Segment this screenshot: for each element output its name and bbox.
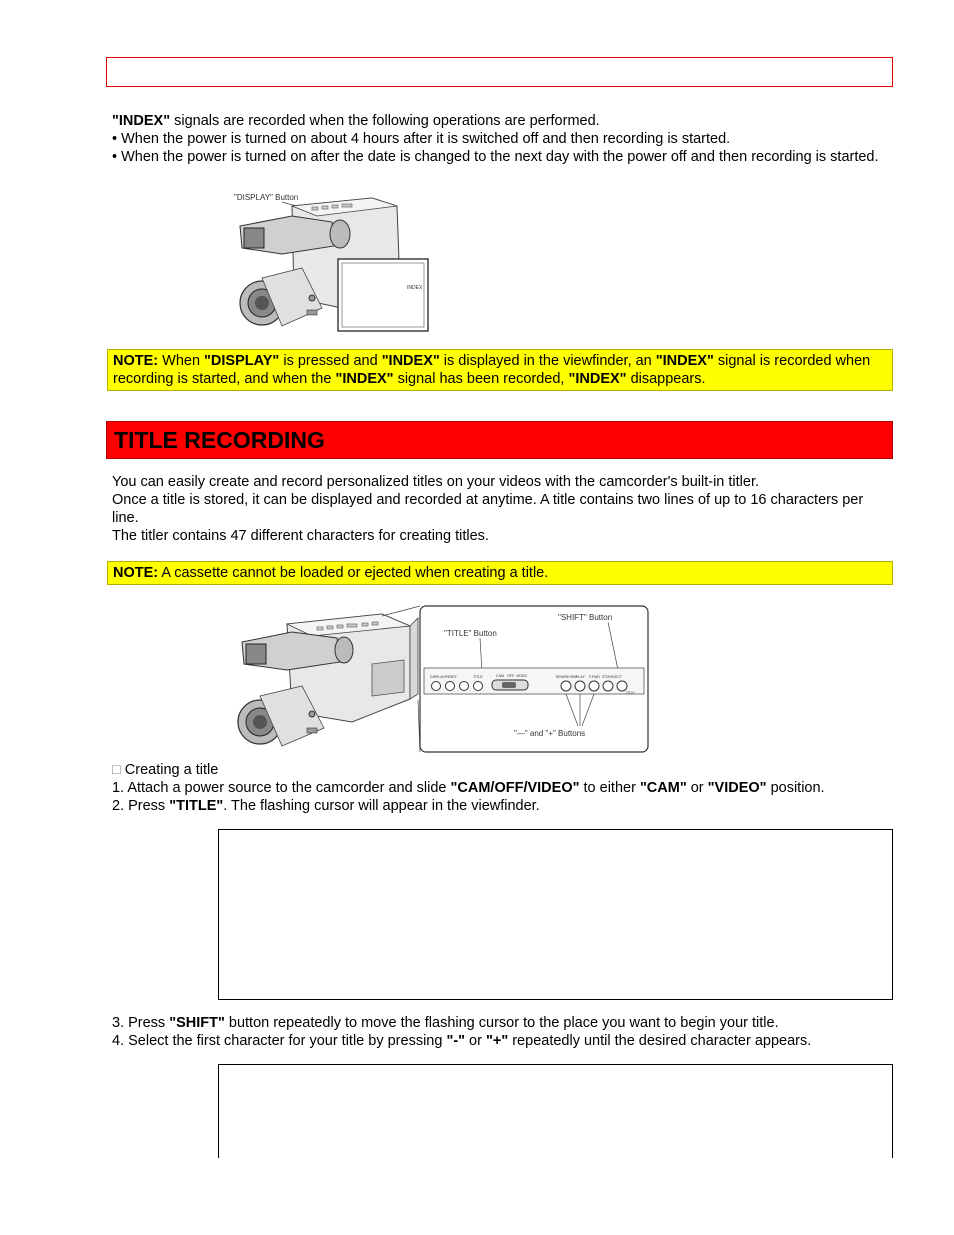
step-2: 2. Press "TITLE". The flashing cursor will appear in the viewfinder. [112, 798, 540, 814]
display-button-label: "DISPLAY" Button [234, 193, 299, 202]
note-cassette: NOTE: A cassette cannot be loaded or ejected when creating a title. [107, 561, 893, 585]
step-4: 4. Select the first character for your title by pressing "-" or "+" repeatedly until the desired character appears. [112, 1033, 812, 1049]
index-bullet-1: • When the power is turned on about 4 hours after it is switched off and then recording is started. [112, 131, 731, 147]
panel-label-play: PLAY [576, 675, 585, 679]
panel-label-reset: RESET [445, 675, 457, 679]
steps-block-1 [112, 761, 892, 815]
creating-title-heading: □ Creating a title [112, 762, 219, 778]
panel-label-off: OFF [507, 674, 515, 678]
header-box [106, 57, 893, 87]
title-recording-heading-bar [106, 421, 893, 459]
panel-label-cam: CAM [496, 674, 504, 678]
viewfinder-index-text: INDEX [407, 285, 423, 291]
shift-button-label: "SHIFT" Button [558, 613, 613, 622]
viewfinder-image-placeholder-2 [218, 1064, 893, 1158]
panel-label-rew: REW/REVIEW [556, 675, 577, 679]
index-paragraph [112, 112, 892, 166]
title-para-3: The titler contains 47 different characters for creating titles. [112, 528, 489, 544]
section-title: TITLE RECORDING [114, 427, 325, 453]
viewfinder-image-placeholder-1 [218, 829, 893, 1000]
panel-label-title-2: TITLE [626, 691, 635, 695]
minus-plus-buttons-label: "—" and "+" Buttons [514, 729, 586, 738]
panel-label-title: TITLE [473, 675, 483, 679]
camcorder-title-figure [232, 604, 652, 754]
steps-block-2 [112, 1014, 892, 1050]
index-intro: "INDEX" signals are recorded when the following operations are performed. [112, 113, 600, 129]
title-para-2: Once a title is stored, it can be displayed and recorded at anytime. A title contains two lines of up to 16 characters per line. [112, 492, 864, 526]
step-3: 3. Press "SHIFT" button repeatedly to move the flashing cursor to the place you want to begin your title. [112, 1015, 779, 1031]
panel-label-stop: STOP/EJECT [602, 675, 622, 679]
title-button-label: "TITLE" Button [444, 629, 497, 638]
panel-label-display: DISPLAY [430, 675, 445, 679]
panel-label-ffwd: F.FWD [589, 675, 600, 679]
note-index: NOTE: When "DISPLAY" is pressed and "INDEX" is displayed in the viewfinder, an "INDEX" signal is recorded when recording is started, and when the "INDEX" signal has been recorded, "INDEX" disappears. [107, 349, 893, 391]
title-intro [112, 473, 892, 545]
title-para-1: You can easily create and record personalized titles on your videos with the camcorder's built-in titler. [112, 474, 760, 490]
camcorder-display-figure [222, 188, 432, 334]
panel-label-video: VIDEO [516, 674, 528, 678]
index-bullet-2: • When the power is turned on after the date is changed to the next day with the power off and then recording is started. [112, 149, 879, 165]
step-1: 1. Attach a power source to the camcorder and slide "CAM/OFF/VIDEO" to either "CAM" or "VIDEO" position. [112, 780, 825, 796]
